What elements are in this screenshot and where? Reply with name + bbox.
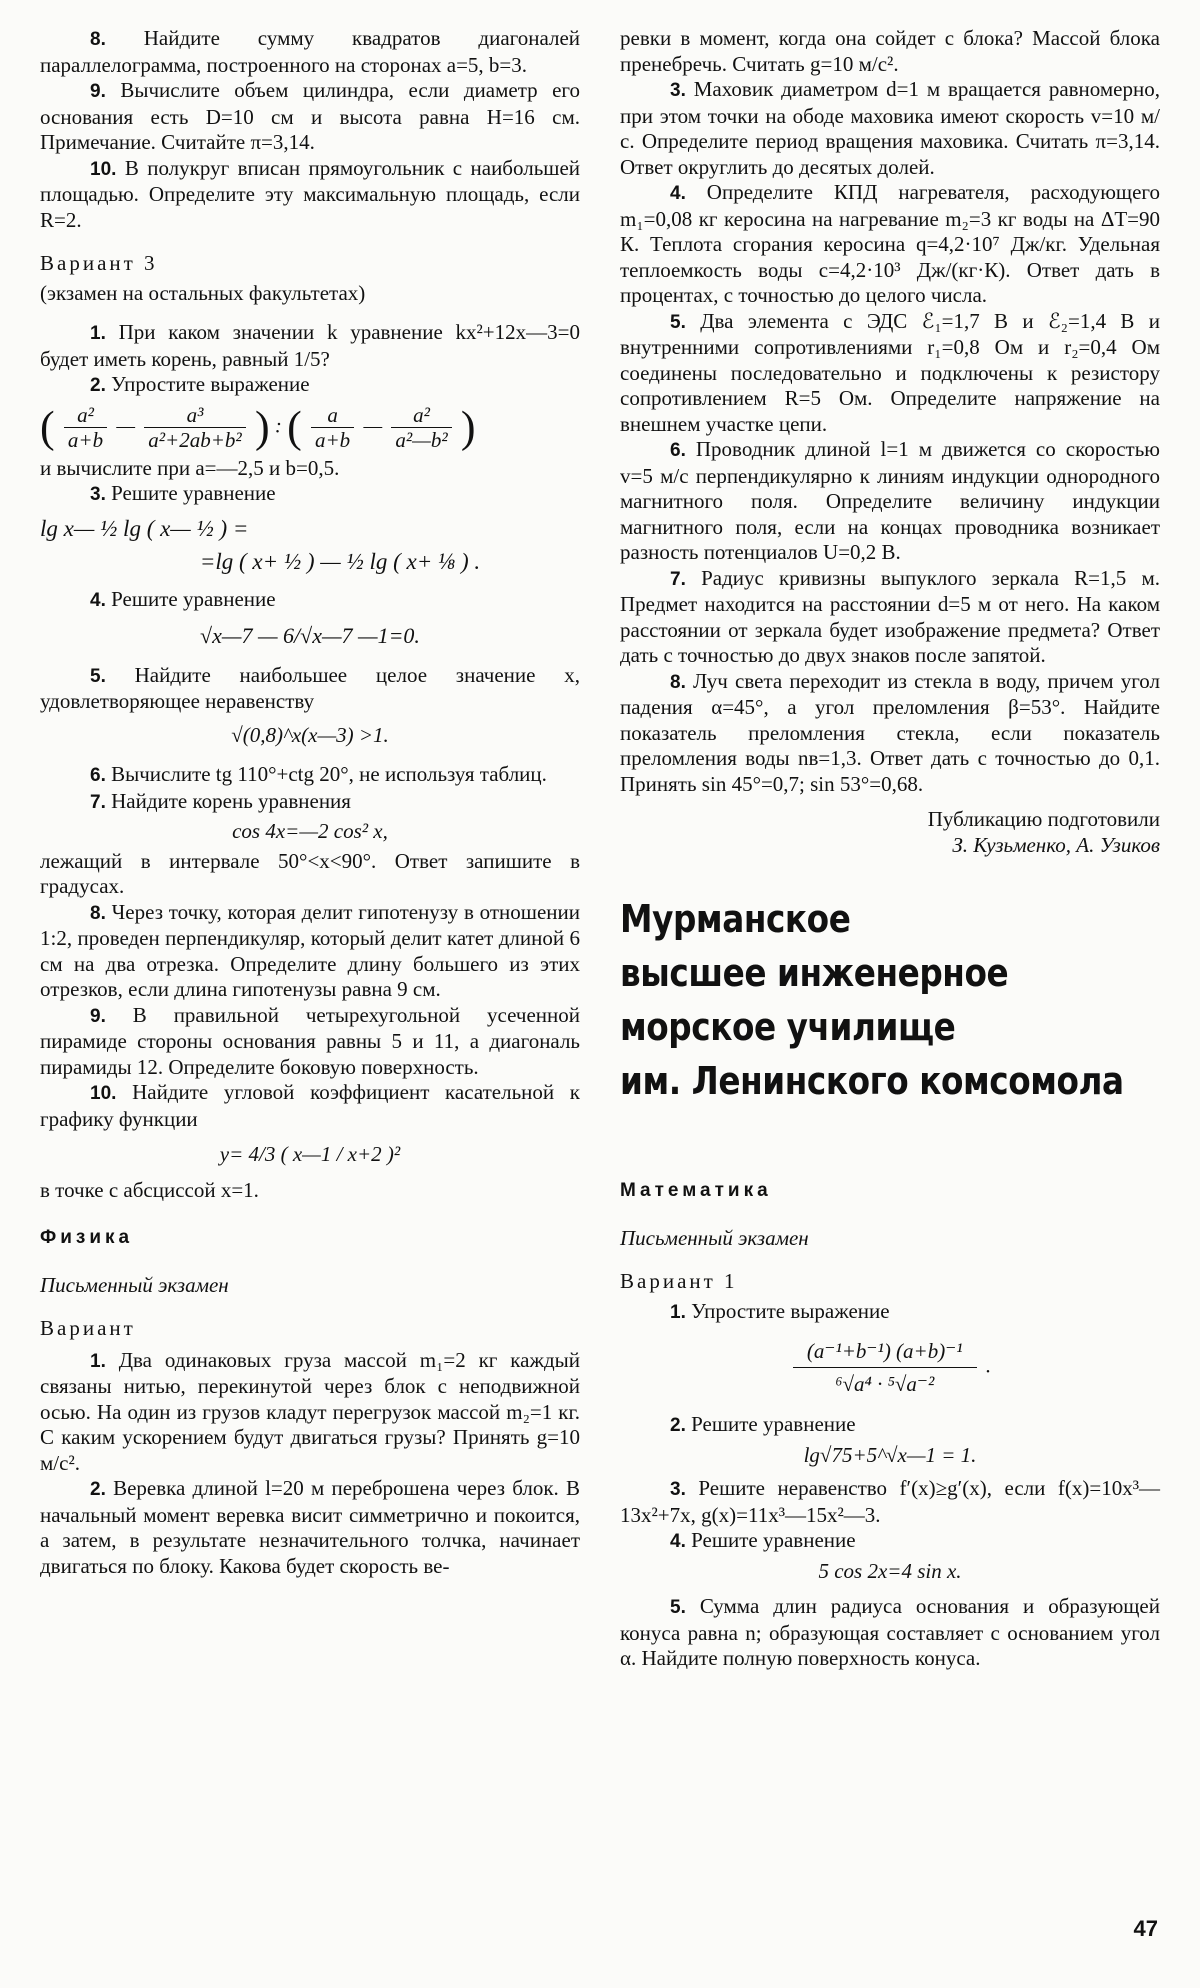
- physics-exam-subheading: Письменный экзамен: [40, 1272, 229, 1297]
- math-heading: Математика: [620, 1180, 772, 1201]
- problem-8: 8. Найдите сумму квадратов диагоналей параллелограмма, построенного на сторонах a=5, b=3.: [40, 26, 581, 77]
- math-variant-heading: Вариант 1: [620, 1269, 738, 1293]
- math-question-1-formula: $\frac{\text{(a⁻¹+b⁻¹) (a+b)⁻¹}}{\text{⁶√a⁴ · ⁵√a⁻²}}$ .: [620, 1339, 1160, 1396]
- math-question-1: 1. Упростите выражение: [670, 1298, 890, 1323]
- question-10: 10. Найдите угловой коэффициент касательной к графику функции: [40, 1080, 580, 1131]
- physics-problem-4: 4. Определите КПД нагревателя, расходующего m₁=0,08 кг керосина на нагревание m₂=3 кг воды на ΔT=90 К. Теплота сгорания керосина q=4,2·10⁷ Дж/кг. Удельная теплоемкость воды c=4,2·10³ Дж/(кг·К). Ответ дать в процентах, с точностью до целого числа.: [620, 180, 1160, 307]
- question-1: 1. При каком значении k уравнение kx²+12x—3=0 будет иметь корень, равный 1/5?: [40, 320, 580, 371]
- credit-authors: З. Кузьменко, А. Узиков: [952, 832, 1160, 857]
- problem-10: 10. В полукруг вписан прямоугольник с наибольшей площадью. Определите эту максимальную площадь, если R=2.: [40, 155, 581, 232]
- math-question-2-formula: lg√75+5^√x—1 = 1.: [803, 1442, 977, 1467]
- physics-problem-8: 8. Луч света переходит из стекла в воду, причем угол падения α=45°, а угол преломления β=53°. Найдите показатель преломления стекла, если показатель преломления воды nв=1,3. Ответ дать с точностью до 0,1. Принять sin 45°=0,7; sin 53°=0,68.: [620, 668, 1160, 796]
- physics-problem-7: 7. Радиус кривизны выпуклого зеркала R=1,5 м. Предмет находится на расстоянии d=5 м от него. На каком расстоянии от зеркала будет изображение предмета? Ответ дать с точностью до двух знаков после запятой.: [620, 565, 1161, 667]
- question-2: 2. Упростите выражение: [90, 372, 310, 396]
- physics-problem-3: 3. Маховик диаметром d=1 м вращается равномерно, при этом точки на ободе маховика имеют скорость v=10 м/с. Определите период вращения маховика. Считать π=3,14. Ответ округлить до десятых долей.: [620, 77, 1160, 179]
- physics-problem-2-continued: ревки в момент, когда она сойдет с блока? Массой блока пренебречь. Считать g=10 м/с².: [620, 26, 1160, 76]
- question-4: 4. Решите уравнение: [90, 586, 276, 611]
- question-7-formula: cos 4x=—2 cos² x,: [232, 819, 388, 843]
- question-8: 8. Через точку, которая делит гипотенузу в отношении 1:2, проведен перпендикуляр, который делит катет длиной 6 см на два отрезка. Определите длину большего из этих отрезков, если длина гипотенузы равна 9 см.: [40, 899, 581, 1001]
- physics-problem-5: 5. Два элемента с ЭДС ℰ₁=1,7 В и ℰ₂=1,4 В и внутренними сопротивлениями r₁=0,8 Ом и r₂=0,4 Ом соединены последовательно и подключены к резистору сопротивлением R=5 Ом. Определите напряжение на внешнем участке цепи.: [620, 308, 1161, 436]
- physics-heading: Физика: [40, 1227, 134, 1248]
- question-5: 5. Найдите наибольшее целое значение x, удовлетворяющее неравенству: [40, 662, 581, 713]
- institution-headline: Мурманское высшее инженерное морское училище им. Ленинского комсомола: [620, 897, 1124, 1103]
- math-question-5: 5. Сумма длин радиуса основания и образующей конуса равна n; образующая составляет с основанием угол α. Найдите полную поверхность конуса.: [620, 1594, 1160, 1670]
- question-4-formula: √x—7 — 6/√x—7 —1=0.: [200, 623, 420, 648]
- physics-problem-1: 1. Два одинаковых груза массой m₁=2 кг каждый связаны нитью, перекинутой через блок с неподвижной осью. На один из грузов кладут перегрузок массой m₂=1 кг. С каким ускорением будут двигаться грузы? Принять g=10 м/с².: [40, 1347, 581, 1475]
- math-question-2: 2. Решите уравнение: [670, 1412, 856, 1436]
- math-question-3: 3. Решите неравенство f′(x)≥g′(x), если f(x)=10x³—13x²+7x, g(x)=11x³—15x²—3.: [620, 1476, 1160, 1527]
- math-question-4-formula: 5 cos 2x=4 sin x.: [818, 1558, 962, 1583]
- question-10-formula: y= 4/3 ( x—1 / x+2 )²: [219, 1142, 401, 1166]
- question-9: 9. В правильной четырехугольной усеченной пирамиде стороны основания равны 5 и 11, а диагональ пирамиды 12. Определите боковую поверхность.: [40, 1002, 580, 1079]
- question-6: 6. Вычислите tg 110°+ctg 20°, не используя таблиц.: [90, 762, 547, 786]
- question-10-after: в точке с абсциссой x=1.: [40, 1177, 259, 1202]
- problem-9: 9. Вычислите объем цилиндра, если диаметр его основания есть D=10 см и высота равна H=16 см. Примечание. Считайте π=3,14.: [40, 78, 580, 154]
- right-column: [620, 26, 1160, 1672]
- variant-3-heading: Вариант 3: [40, 251, 158, 275]
- question-7-after: лежащий в интервале 50°<x<90°. Ответ запишите в градусах.: [40, 848, 580, 898]
- math-question-4: 4. Решите уравнение: [670, 1528, 856, 1552]
- question-3-formula-line-1: lg x— ½ lg ( x— ½ ) =: [40, 515, 249, 541]
- question-3: 3. Решите уравнение: [90, 481, 276, 505]
- credit-block: [620, 807, 1160, 858]
- page-number: 47: [1133, 1916, 1158, 1941]
- question-7: 7. Найдите корень уравнения: [90, 788, 351, 813]
- question-5-formula: √(0,8)^x(x—3) >1.: [231, 722, 389, 747]
- question-2-after: и вычислите при a=—2,5 и b=0,5.: [40, 455, 340, 480]
- physics-problem-2: 2. Веревка длиной l=20 м переброшена через блок. В начальный момент веревка висит симметрично и покоится, а затем, в результате незначительного толчка, начинает двигаться по блоку. Какова будет скорость ве-: [40, 1476, 581, 1578]
- variant-3-subheading: (экзамен на остальных факультетах): [40, 280, 366, 305]
- physics-problem-6: 6. Проводник длиной l=1 м движется со скоростью v=5 м/с перпендикулярно к линиям индукции однородного магнитного поля. Определите величину индукции магнитного поля, если на концах проводника возникает разность потенциалов U=0,2 В.: [620, 437, 1160, 564]
- credit-line: Публикацию подготовили: [927, 807, 1160, 831]
- left-column: [40, 26, 580, 1579]
- math-exam-subheading: Письменный экзамен: [620, 1225, 809, 1250]
- question-2-formula: ( $\frac{\text{a²}}{a+b}$ — $\frac{\text{a³}}{\text{a²+2ab+b²}}$ ) : ( $\frac{a}{a+b}$ — $\frac{\text{a²}}{\text{a²—b²}}$ ): [40, 402, 476, 452]
- physics-variant-heading: Вариант: [40, 1316, 136, 1340]
- question-3-formula-line-2: =lg ( x+ ½ ) — ½ lg ( x+ ⅛ ) .: [199, 549, 481, 574]
